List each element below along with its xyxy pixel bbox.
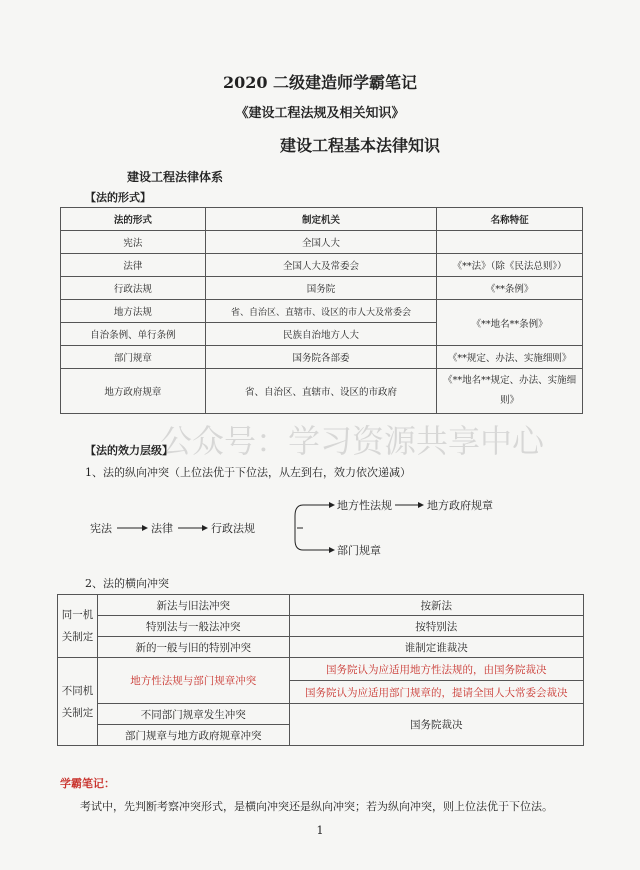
section-heading: 建设工程法律体系	[127, 170, 224, 184]
table-cell: 地方性法规与部门规章冲突	[97, 658, 289, 704]
watermark: 公众号：学习资源共享中心	[160, 422, 545, 460]
node-constitution: 宪法	[90, 522, 112, 535]
table-row	[61, 277, 583, 300]
forms-tag: 【法的形式】	[85, 191, 151, 204]
table-row	[58, 658, 584, 681]
table-cell: 国务院	[205, 277, 437, 300]
table-cell: 不同部门规章发生冲突	[97, 704, 289, 725]
table-cell: 《**地名**规定、办法、实施细则》	[437, 369, 583, 414]
vertical-conflict-title: 1、法的纵向冲突（上位法优于下位法，从左到右，效力依次递减）	[85, 466, 411, 479]
table-cell: 省、自治区、直辖市、设区的市人大及常委会	[205, 300, 437, 323]
table-row	[58, 616, 584, 637]
hierarchy-diagram	[85, 490, 515, 570]
conflict-table	[57, 594, 584, 746]
table-row	[61, 231, 583, 254]
table-cell: 《**法》（除《民法总则》）	[437, 254, 583, 277]
table-cell: 新法与旧法冲突	[97, 595, 289, 616]
table-cell: 地方政府规章	[61, 369, 206, 414]
table-cell: 法律	[61, 254, 206, 277]
table-row	[61, 254, 583, 277]
table-header-row	[61, 208, 583, 231]
table-row	[58, 637, 584, 658]
branch-brace	[295, 505, 303, 550]
table-row	[58, 595, 584, 616]
table-row	[61, 369, 583, 414]
chapter-heading: 建设工程基本法律知识	[280, 136, 441, 155]
table-cell: 全国人大	[205, 231, 437, 254]
table-cell: 部门规章	[61, 346, 206, 369]
effect-tag: 【法的效力层级】	[85, 444, 173, 457]
same-organ-label: 同一机关制定	[58, 595, 98, 658]
table-cell: 全国人大及常委会	[205, 254, 437, 277]
header-cell: 名称特征	[437, 208, 583, 231]
table-cell	[437, 231, 583, 254]
table-cell: 地方法规	[61, 300, 206, 323]
node-local-reg: 地方性法规	[337, 499, 392, 512]
table-cell: 按新法	[289, 595, 583, 616]
table-cell: 宪法	[61, 231, 206, 254]
header-cell: 法的形式	[61, 208, 206, 231]
table-cell: 新的一般与旧的特别冲突	[97, 637, 289, 658]
table-cell: 按特别法	[289, 616, 583, 637]
node-admin-reg: 行政法规	[211, 522, 255, 535]
table-cell: 省、自治区、直辖市、设区的市政府	[205, 369, 437, 414]
node-local-gov-rule: 地方政府规章	[427, 499, 493, 512]
node-law: 法律	[151, 522, 173, 535]
table-cell: 部门规章与地方政府规章冲突	[97, 725, 289, 746]
header-cell: 制定机关	[205, 208, 437, 231]
table-row	[61, 300, 583, 323]
table-row	[61, 346, 583, 369]
table-cell: 《**规定、办法、实施细则》	[437, 346, 583, 369]
table-row	[58, 704, 584, 725]
table-cell: 行政法规	[61, 277, 206, 300]
table-cell: 特别法与一般法冲突	[97, 616, 289, 637]
diff-organ-label: 不同机关制定	[58, 658, 98, 746]
table-cell: 国务院认为应适用部门规章的，提请全国人大常委会裁决	[289, 681, 583, 704]
table-cell: 《**条例》	[437, 277, 583, 300]
table-cell: 自治条例、单行条例	[61, 323, 206, 346]
page-number: 1	[316, 824, 324, 837]
note-body: 考试中，先判断考察冲突形式，是横向冲突还是纵向冲突；若为纵向冲突，则上位法优于下位法。	[80, 800, 553, 813]
node-dept-rule: 部门规章	[337, 544, 381, 557]
table-cell: 国务院各部委	[205, 346, 437, 369]
table-cell: 国务院认为应适用地方性法规的，由国务院裁决	[289, 658, 583, 681]
note-heading: 学霸笔记：	[60, 777, 115, 790]
table-cell: 谁制定谁裁决	[289, 637, 583, 658]
document-subtitle: 《建设工程法规及相关知识》	[235, 106, 405, 121]
table-cell: 民族自治地方人大	[205, 323, 437, 346]
law-forms-table	[60, 207, 583, 414]
document-title: 2020 二级建造师学霸笔记	[222, 73, 418, 92]
table-cell: 国务院裁决	[289, 704, 583, 746]
horizontal-conflict-title: 2、法的横向冲突	[85, 577, 169, 590]
table-cell: 《**地名**条例》	[437, 300, 583, 346]
